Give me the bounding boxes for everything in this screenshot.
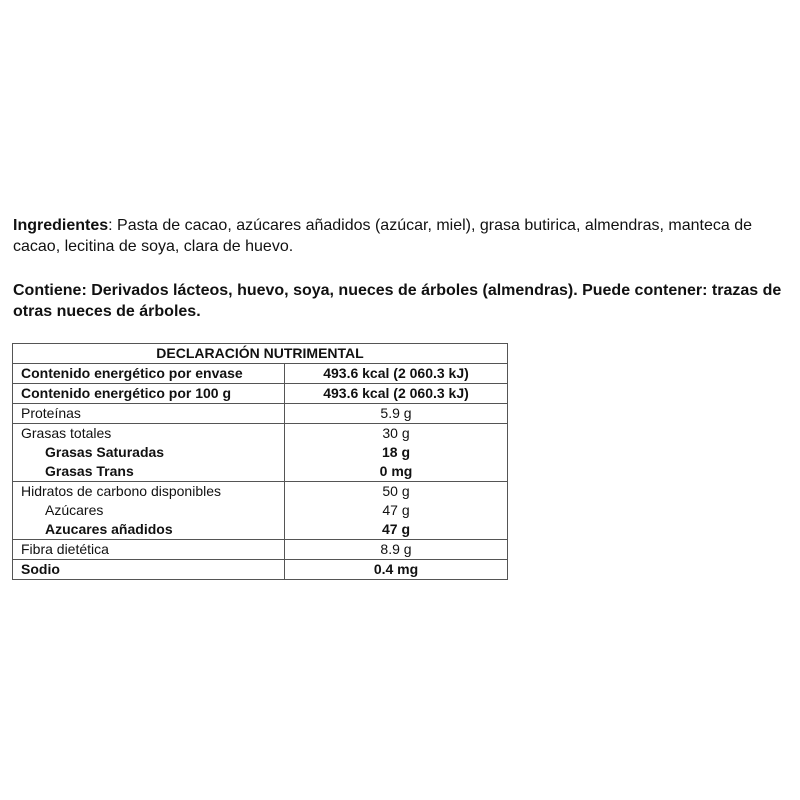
row-value: 493.6 kcal (2 060.3 kJ) [285,364,508,384]
row-label: Grasas Saturadas [13,443,285,462]
table-row [13,404,508,424]
row-label: Grasas Trans [13,462,285,482]
row-label: Azucares añadidos [13,520,285,540]
table-row [13,424,508,444]
row-label: Sodio [13,560,285,580]
row-value: 47 g [285,520,508,540]
ingredients-text: : Pasta de cacao, azúcares añadidos (azúcar, miel), grasa butirica, almendras, manteca de cacao, lecitina de soya, clara de huevo. [13,217,753,255]
ingredients-paragraph [13,215,788,257]
table-row [13,540,508,560]
table-row [13,462,508,482]
nutrition-title: DECLARACIÓN NUTRIMENTAL [13,344,508,364]
nutrition-table [12,343,508,580]
row-label: Contenido energético por envase [13,364,285,384]
row-label: Grasas totales [13,424,285,444]
nutrition-header-row [13,344,508,364]
row-value: 18 g [285,443,508,462]
ingredients-label: Ingredientes [13,217,109,234]
row-value: 30 g [285,424,508,444]
row-value: 8.9 g [285,540,508,560]
row-label: Fibra dietética [13,540,285,560]
row-label: Proteínas [13,404,285,424]
allergen-statement: Contiene: Derivados lácteos, huevo, soya, nueces de árboles (almendras). Puede contener: trazas de otras nueces de árboles. [13,282,782,320]
row-value: 493.6 kcal (2 060.3 kJ) [285,384,508,404]
table-row [13,482,508,502]
table-row [13,520,508,540]
table-row [13,384,508,404]
row-label: Contenido energético por 100 g [13,384,285,404]
table-row [13,501,508,520]
row-value: 50 g [285,482,508,502]
table-row [13,364,508,384]
table-row [13,443,508,462]
row-label: Hidratos de carbono disponibles [13,482,285,502]
row-value: 0.4 mg [285,560,508,580]
table-row [13,560,508,580]
row-label: Azúcares [13,501,285,520]
row-value: 5.9 g [285,404,508,424]
row-value: 0 mg [285,462,508,482]
row-value: 47 g [285,501,508,520]
